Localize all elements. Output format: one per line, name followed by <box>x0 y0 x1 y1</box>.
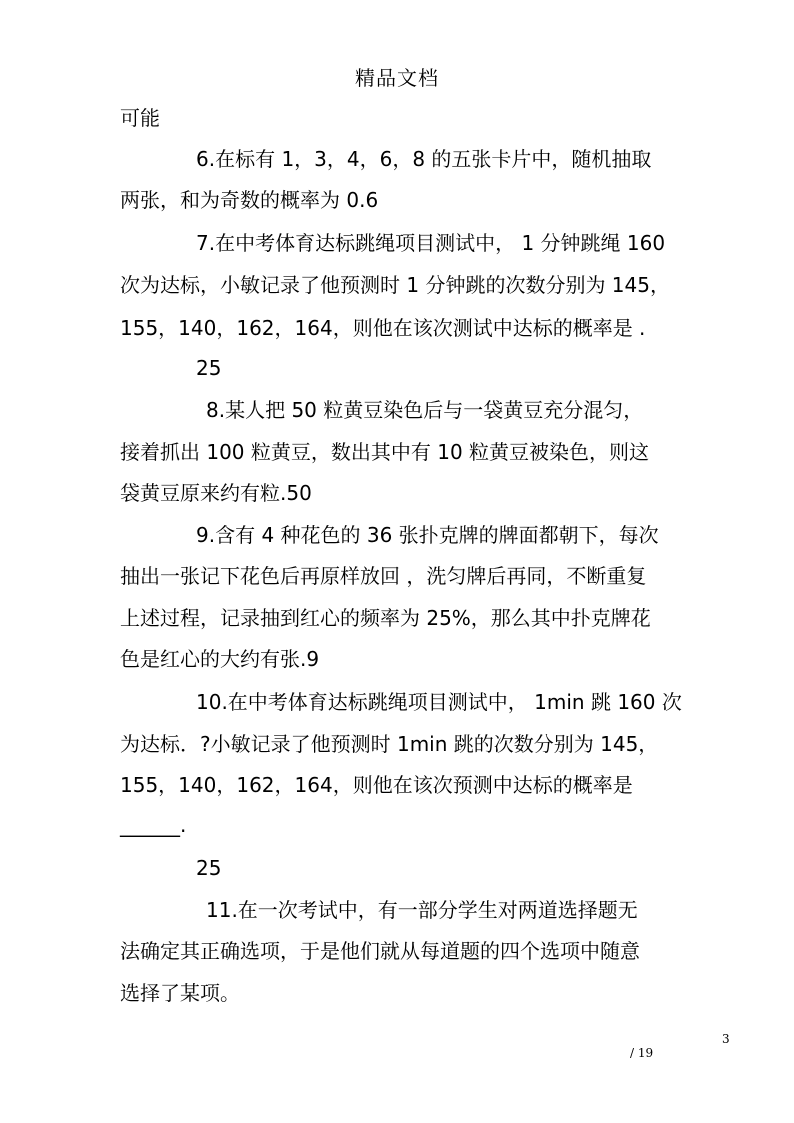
text-line: 10.在中考体育达标跳绳项目测试中， 1min 跳 160 次 <box>196 690 682 714</box>
text-line: 25 <box>196 856 222 880</box>
text-line: 155，140，162，164，则他在该次测试中达标的概率是 . <box>120 316 646 340</box>
page-header-title: 精品文档 <box>355 66 439 90</box>
text-line: 次为达标，小敏记录了他预测时 1 分钟跳的次数分别为 145， <box>120 273 670 297</box>
text-line: 选择了某项。 <box>120 981 240 1005</box>
text-line: 抽出一张记下花色后再原样放回 ，洗匀牌后再同，不断重复 <box>120 564 647 588</box>
page-number: 3 <box>722 1032 730 1046</box>
text-line: 法确定其正确选项，于是他们就从每道题的四个选项中随意 <box>120 939 640 963</box>
text-line: 25 <box>196 356 222 380</box>
text-line: 袋黄豆原来约有粒.50 <box>120 481 312 505</box>
text-line: 11.在一次考试中，有一部分学生对两道选择题无 <box>206 898 638 922</box>
page-total: / 19 <box>630 1046 654 1060</box>
text-line: 7.在中考体育达标跳绳项目测试中， 1 分钟跳绳 160 <box>196 231 666 255</box>
text-line: 色是红心的大约有张.9 <box>120 647 320 671</box>
text-line: 接着抓出 100 粒黄豆，数出其中有 10 粒黄豆被染色，则这 <box>120 440 650 464</box>
text-line: 6.在标有 1，3，4，6，8 的五张卡片中，随机抽取 <box>196 147 652 171</box>
text-line: 可能 <box>120 106 160 130</box>
answer-blank: ______. <box>120 813 187 837</box>
text-line: 上述过程，记录抽到红心的频率为 25%，那么其中扑克牌花 <box>120 606 651 630</box>
text-line: 8.某人把 50 粒黄豆染色后与一袋黄豆充分混匀， <box>206 398 644 422</box>
text-line: 为达标．?小敏记录了他预测时 1min 跳的次数分别为 145， <box>120 732 659 756</box>
text-line: 两张，和为奇数的概率为 0.6 <box>120 188 379 212</box>
text-line: 9.含有 4 种花色的 36 张扑克牌的牌面都朝下，每次 <box>196 523 659 547</box>
text-line: 155，140，162，164，则他在该次预测中达标的概率是 <box>120 773 633 797</box>
